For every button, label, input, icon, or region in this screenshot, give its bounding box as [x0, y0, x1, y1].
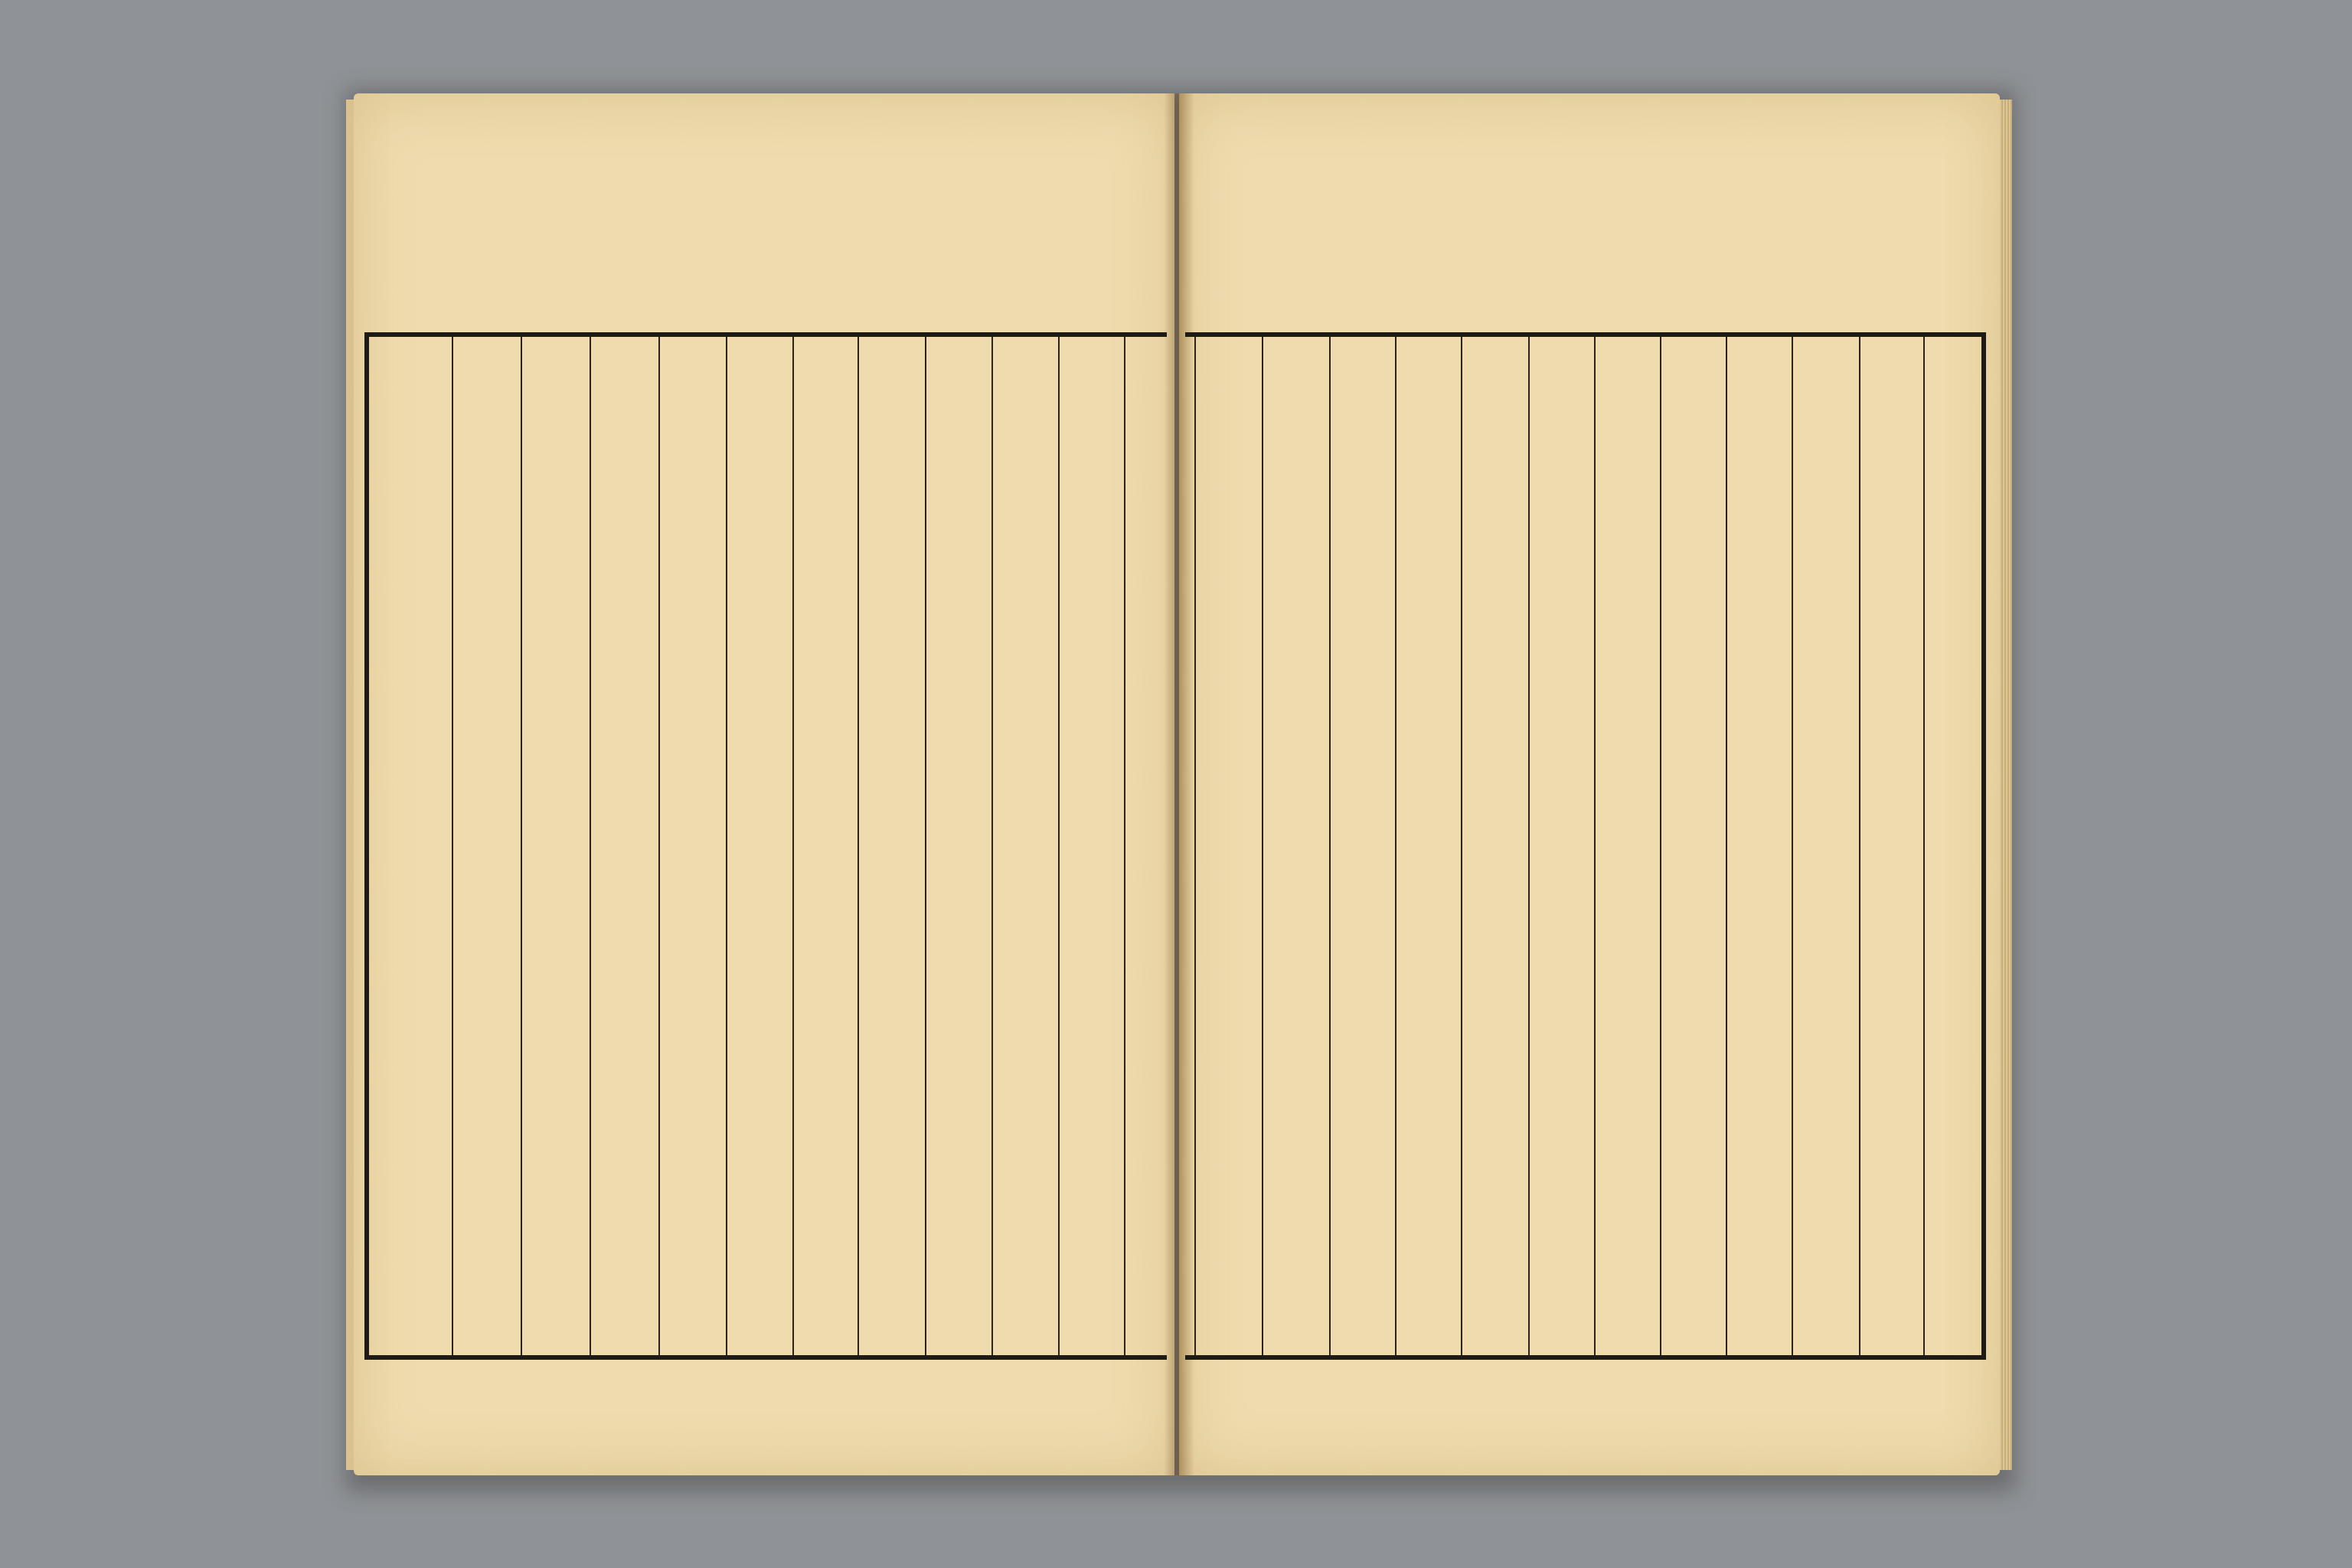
- column-rule: [1058, 337, 1060, 1355]
- column-rule: [1923, 337, 1925, 1355]
- column-rule: [1594, 337, 1596, 1355]
- column-rule: [658, 337, 660, 1355]
- column-rule: [1528, 337, 1530, 1355]
- column-rule: [1726, 337, 1727, 1355]
- column-rule: [521, 337, 522, 1355]
- column-rule: [1124, 337, 1125, 1355]
- column-rule: [452, 337, 453, 1355]
- column-rule: [1792, 337, 1793, 1355]
- column-rule: [858, 337, 859, 1355]
- column-rule: [1194, 337, 1196, 1355]
- column-rule: [792, 337, 794, 1355]
- column-rule: [590, 337, 591, 1355]
- column-rule: [1660, 337, 1661, 1355]
- column-rule: [991, 337, 993, 1355]
- column-rule: [726, 337, 727, 1355]
- right-text-frame: [1185, 332, 1986, 1360]
- column-rule: [1461, 337, 1462, 1355]
- left-text-frame: [364, 332, 1167, 1360]
- column-rule: [1262, 337, 1263, 1355]
- column-rule: [1329, 337, 1331, 1355]
- column-rule: [1859, 337, 1860, 1355]
- column-rule: [925, 337, 926, 1355]
- column-rule: [1395, 337, 1396, 1355]
